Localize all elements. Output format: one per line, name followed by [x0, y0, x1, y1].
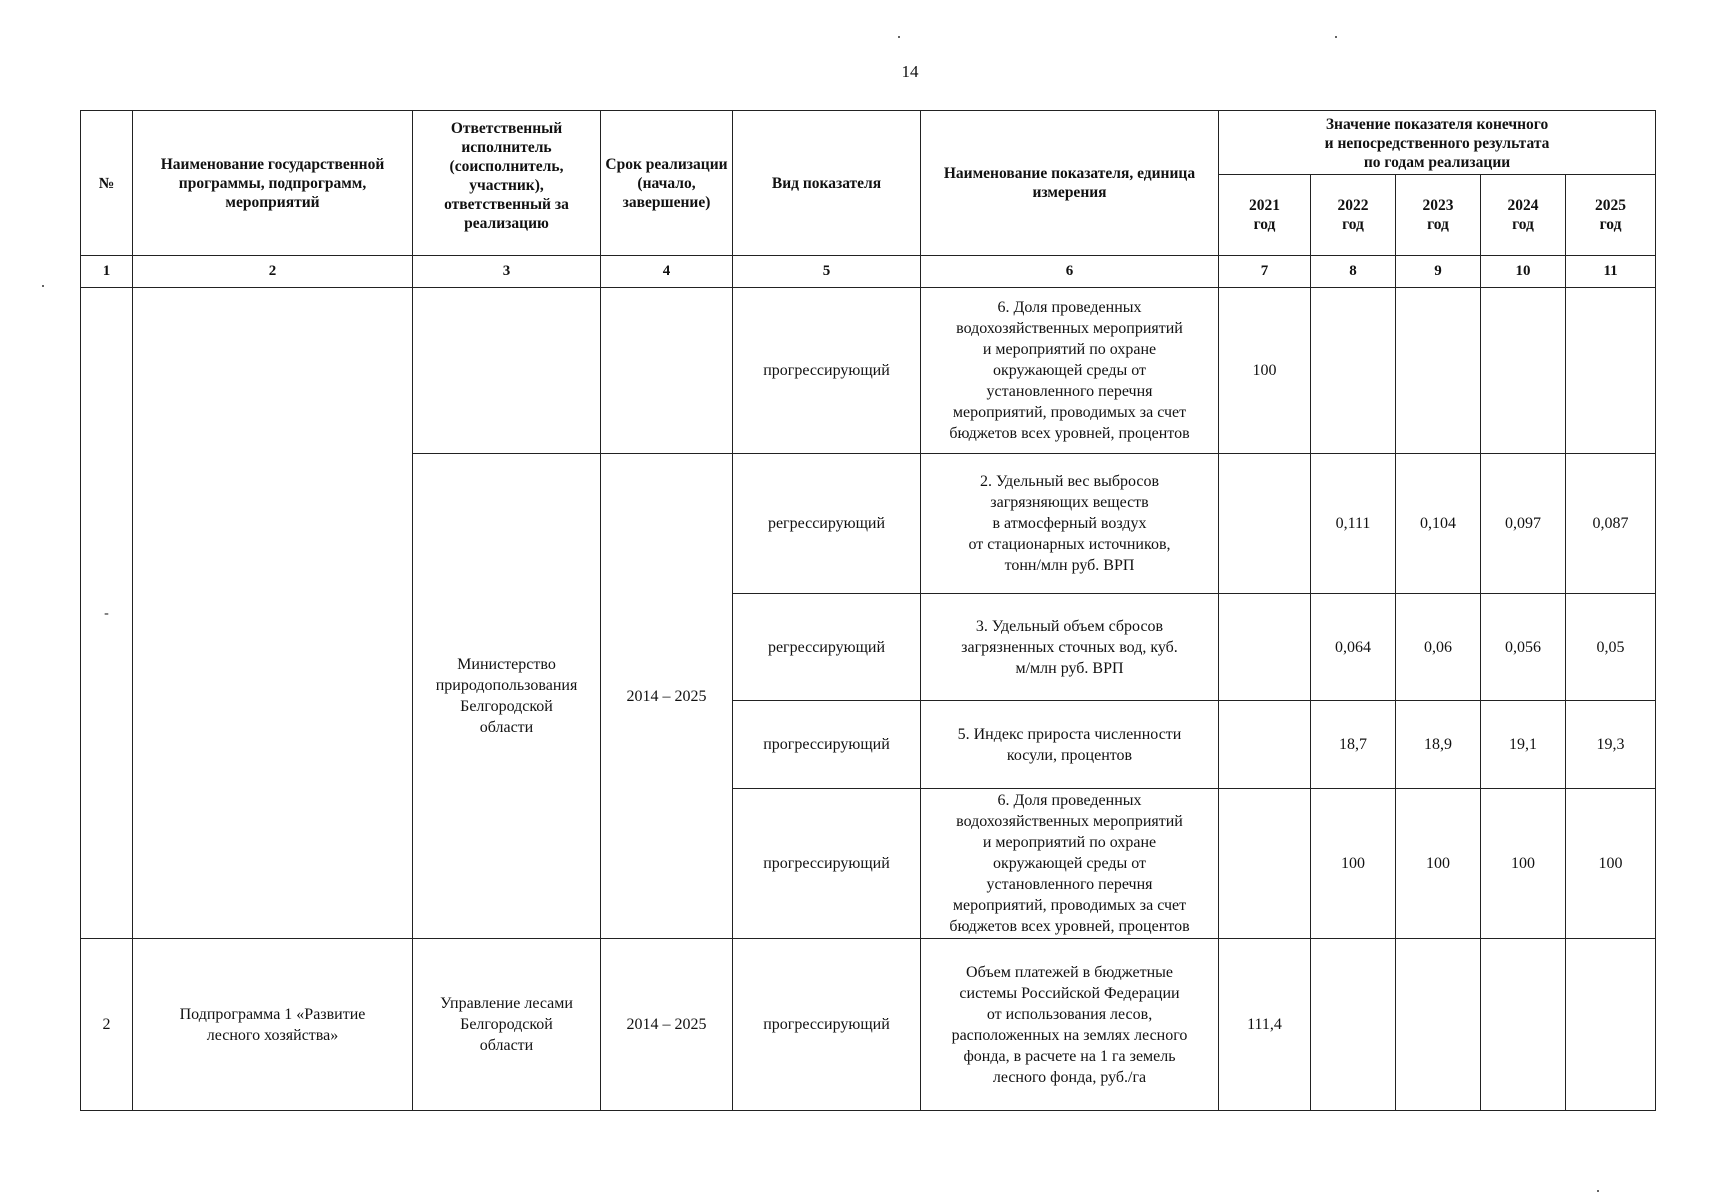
value-2021	[1219, 454, 1311, 594]
value-2021: 100	[1219, 288, 1311, 454]
term-cell: 2014 – 2025	[601, 454, 733, 939]
value-2025: 19,3	[1566, 701, 1656, 789]
value-2024: 100	[1481, 789, 1566, 939]
row-num-cell	[81, 288, 133, 939]
column-number: 6	[921, 256, 1219, 288]
indicator-type-cell: прогрессирующий	[733, 789, 921, 939]
table-row	[81, 288, 1656, 454]
column-number: 2	[133, 256, 413, 288]
value-2024	[1481, 939, 1566, 1111]
value-2022: 18,7	[1311, 701, 1396, 789]
term-cell: 2014 – 2025	[601, 939, 733, 1111]
header-year-2025: 2025 год	[1566, 175, 1656, 256]
scan-speck	[898, 36, 900, 38]
indicator-name-cell: 6. Доля проведенных водохозяйственных мероприятий и мероприятий по охране окружающей среды от установленного перечня мероприятий, проводимых за счет бюджетов всех уровней, процентов	[921, 288, 1219, 454]
header-program-name: Наименование государственной программы, подпрограмм, мероприятий	[133, 111, 413, 256]
header-indicator-type: Вид показателя	[733, 111, 921, 256]
row-num-cell: 2	[81, 939, 133, 1111]
value-2021	[1219, 789, 1311, 939]
column-number-row	[81, 256, 1656, 288]
value-2025	[1566, 288, 1656, 454]
executor-cell: Министерство природопользования Белгородской области	[413, 454, 601, 939]
scan-speck	[42, 285, 44, 287]
row-name-cell	[133, 288, 413, 939]
header-executor: Ответственный исполнитель (соисполнитель, участник), ответственный за реализацию	[413, 111, 601, 256]
header-year-2023: 2023 год	[1396, 175, 1481, 256]
executor-cell: Управление лесами Белгородской области	[413, 939, 601, 1111]
indicators-table	[80, 110, 1656, 1111]
row-name-cell: Подпрограмма 1 «Развитие лесного хозяйства»	[133, 939, 413, 1111]
indicator-name-cell: 5. Индекс прироста численности косули, процентов	[921, 701, 1219, 789]
value-2021: 111,4	[1219, 939, 1311, 1111]
column-number: 4	[601, 256, 733, 288]
value-2024	[1481, 288, 1566, 454]
header-term: Срок реализации (начало, завершение)	[601, 111, 733, 256]
indicator-name-cell: Объем платежей в бюджетные системы Российской Федерации от использования лесов, расположенных на землях лесного фонда, в расчете на 1 га земель лесного фонда, руб./га	[921, 939, 1219, 1111]
value-2024: 19,1	[1481, 701, 1566, 789]
header-indicator-name: Наименование показателя, единица измерения	[921, 111, 1219, 256]
table-row	[81, 939, 1656, 1111]
value-2023	[1396, 939, 1481, 1111]
value-2022	[1311, 288, 1396, 454]
executor-cell	[413, 288, 601, 454]
value-2023: 18,9	[1396, 701, 1481, 789]
term-cell	[601, 288, 733, 454]
header-year-2024: 2024 год	[1481, 175, 1566, 256]
value-2023: 100	[1396, 789, 1481, 939]
scan-speck	[1335, 36, 1337, 38]
column-number: 10	[1481, 256, 1566, 288]
header-values-group: Значение показателя конечного и непосредственного результата по годам реализации	[1219, 111, 1656, 175]
value-2024: 0,056	[1481, 594, 1566, 701]
page-number: 14	[901, 62, 919, 81]
indicator-name-cell: 6. Доля проведенных водохозяйственных мероприятий и мероприятий по охране окружающей среды от установленного перечня мероприятий, проводимых за счет бюджетов всех уровней, процентов	[921, 789, 1219, 939]
header-num: №	[81, 111, 133, 256]
indicator-type-cell: прогрессирующий	[733, 701, 921, 789]
column-number: 9	[1396, 256, 1481, 288]
value-2025	[1566, 939, 1656, 1111]
value-2024: 0,097	[1481, 454, 1566, 594]
scan-mark: -	[104, 606, 109, 621]
header-year-2022: 2022 год	[1311, 175, 1396, 256]
column-number: 7	[1219, 256, 1311, 288]
indicator-type-cell: прогрессирующий	[733, 288, 921, 454]
value-2023: 0,06	[1396, 594, 1481, 701]
column-number: 3	[413, 256, 601, 288]
value-2021	[1219, 594, 1311, 701]
value-2022: 0,111	[1311, 454, 1396, 594]
column-number: 5	[733, 256, 921, 288]
indicator-type-cell: регрессирующий	[733, 454, 921, 594]
value-2021	[1219, 701, 1311, 789]
value-2022: 0,064	[1311, 594, 1396, 701]
column-number: 11	[1566, 256, 1656, 288]
value-2023: 0,104	[1396, 454, 1481, 594]
value-2023	[1396, 288, 1481, 454]
indicator-type-cell: регрессирующий	[733, 594, 921, 701]
value-2025: 100	[1566, 789, 1656, 939]
column-number: 1	[81, 256, 133, 288]
header-year-2021: 2021 год	[1219, 175, 1311, 256]
value-2022	[1311, 939, 1396, 1111]
value-2022: 100	[1311, 789, 1396, 939]
value-2025: 0,087	[1566, 454, 1656, 594]
indicator-type-cell: прогрессирующий	[733, 939, 921, 1111]
value-2025: 0,05	[1566, 594, 1656, 701]
scan-speck	[1597, 1190, 1599, 1192]
indicator-name-cell: 3. Удельный объем сбросов загрязненных сточных вод, куб. м/млн руб. ВРП	[921, 594, 1219, 701]
indicator-name-cell: 2. Удельный вес выбросов загрязняющих веществ в атмосферный воздух от стационарных источников, тонн/млн руб. ВРП	[921, 454, 1219, 594]
column-number: 8	[1311, 256, 1396, 288]
